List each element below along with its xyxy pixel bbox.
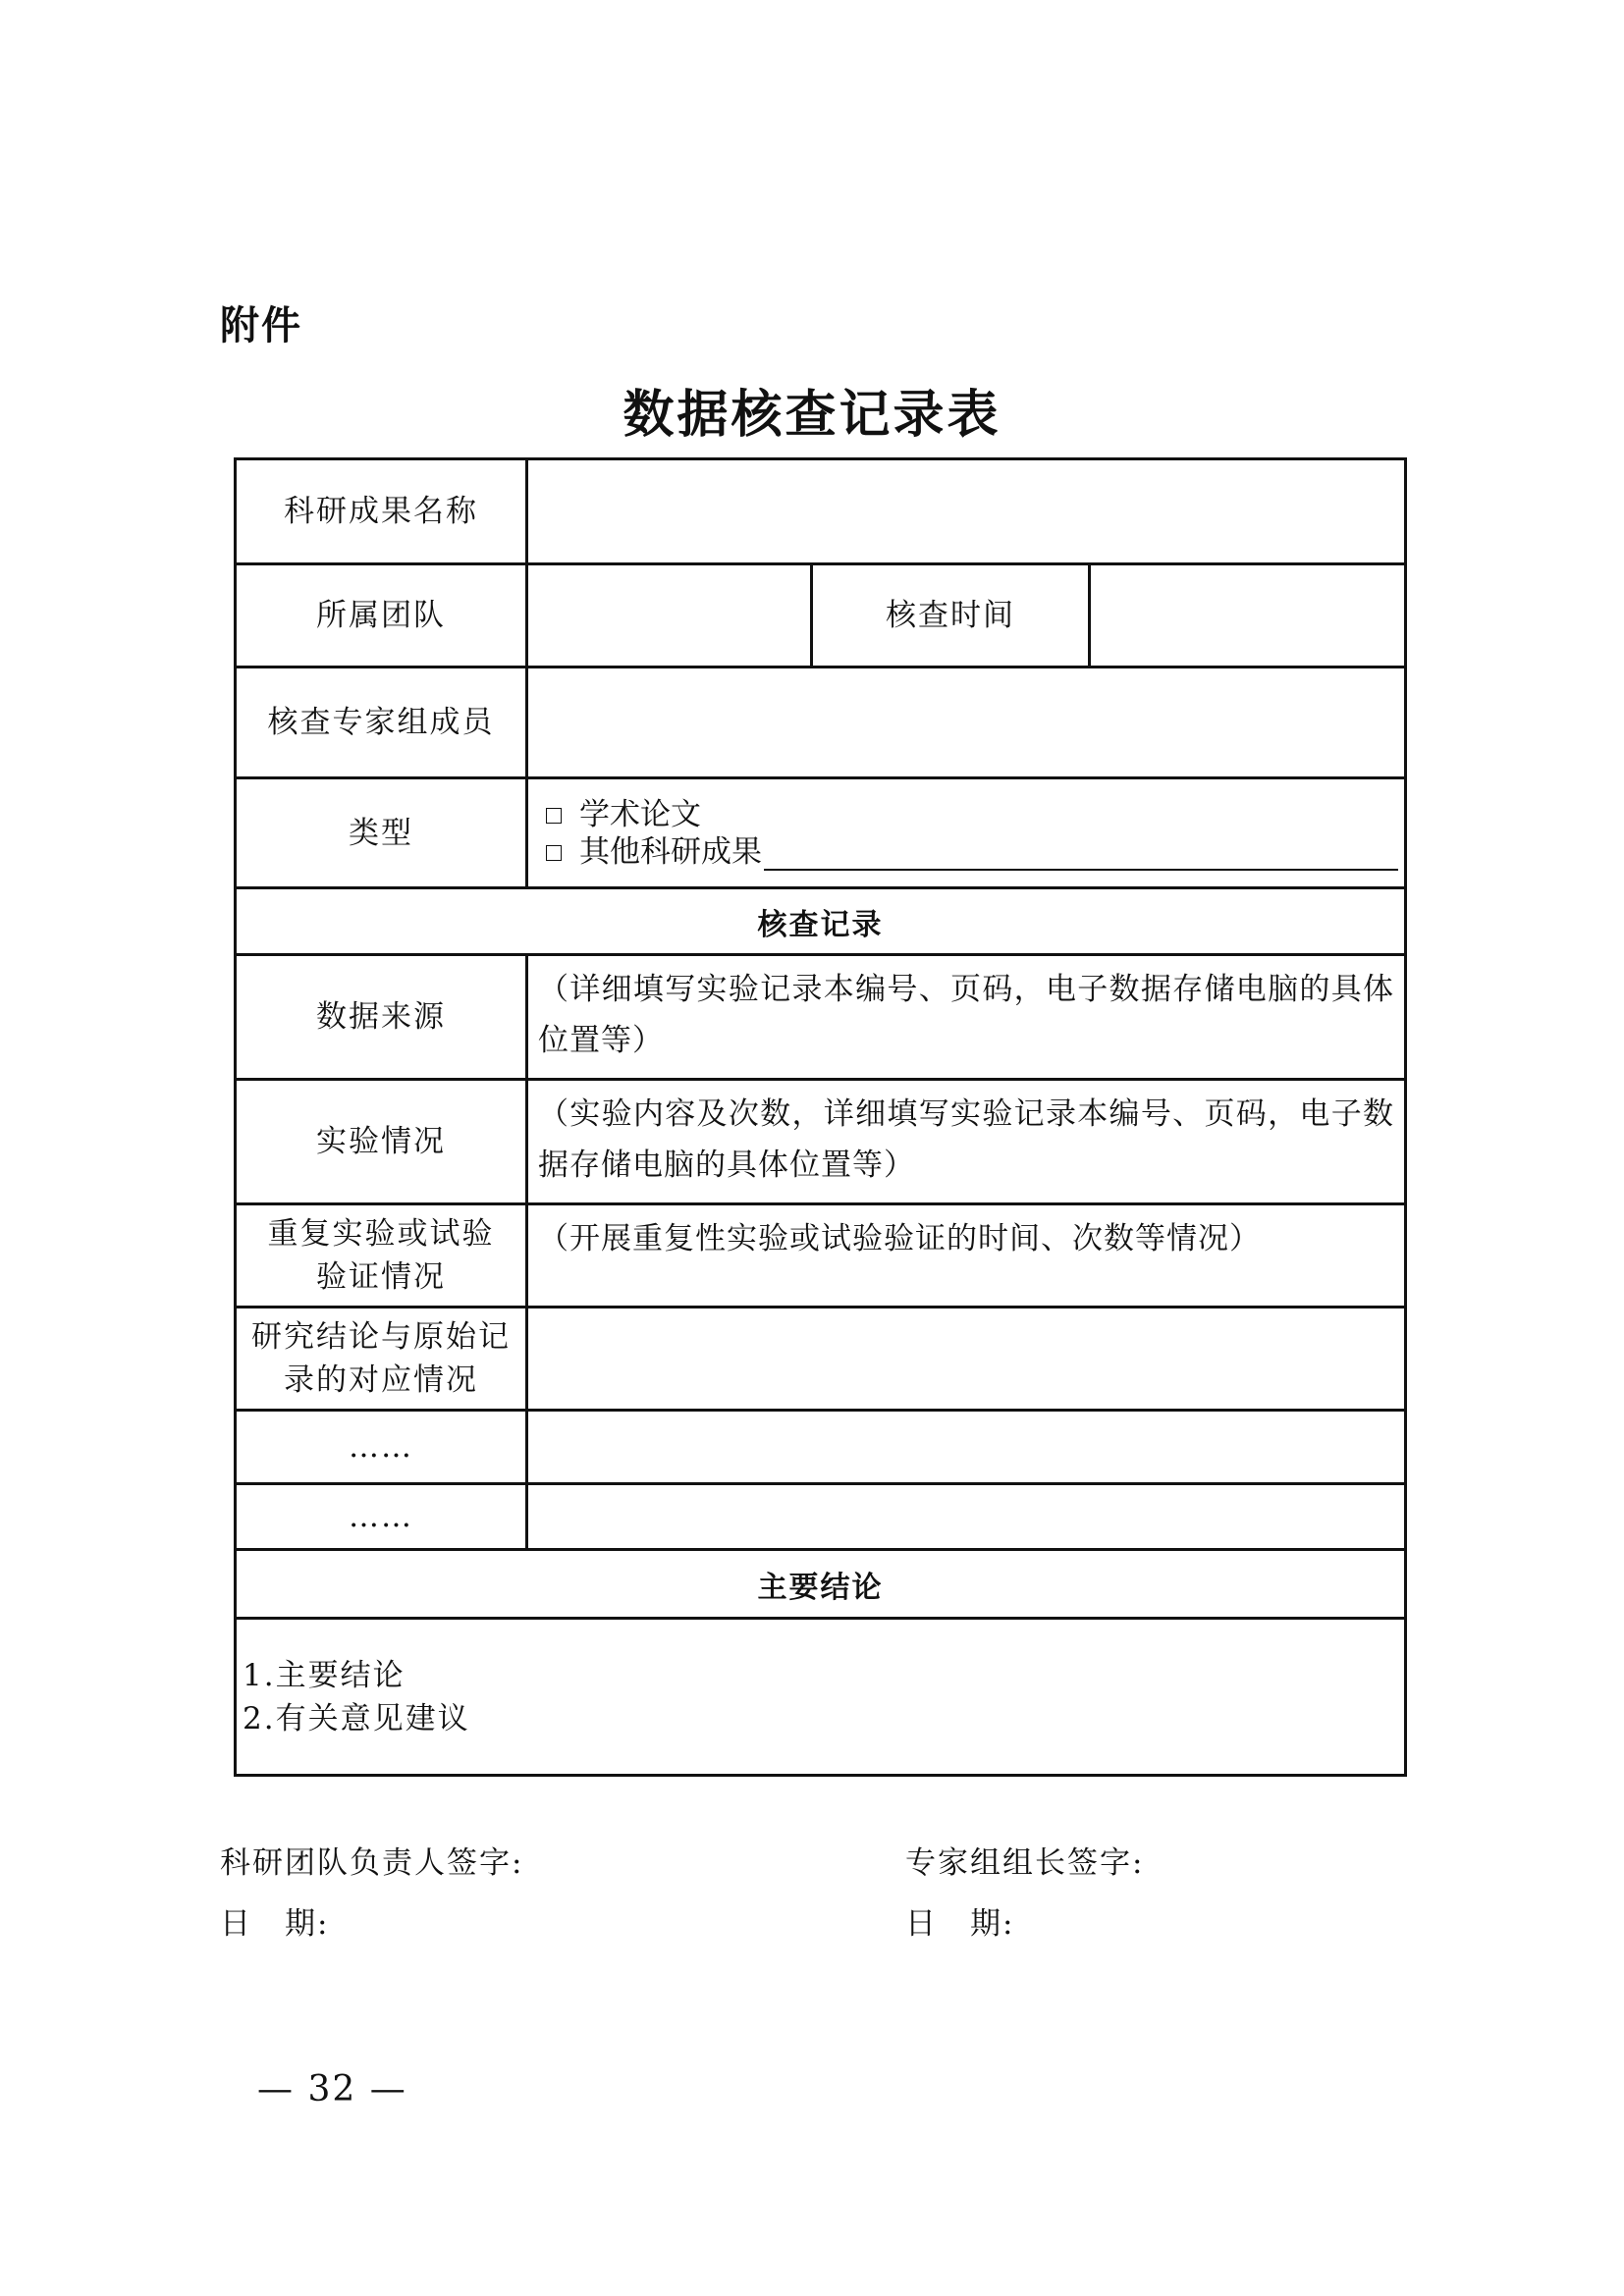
experiment-field[interactable]: （实验内容及次数，详细填写实验记录本编号、页码，电子数据存储电脑的具体位置等） <box>527 1080 1406 1204</box>
check-time-label: 核查时间 <box>812 564 1090 667</box>
checkbox-icon[interactable] <box>546 808 562 824</box>
row-expert-members <box>236 667 1406 778</box>
label-line: 重复实验或试验 <box>267 1216 495 1252</box>
ellipsis-label: …… <box>236 1484 527 1550</box>
row-section-check-record <box>236 888 1406 955</box>
result-name-field[interactable] <box>527 459 1406 564</box>
type-option-label: 学术论文 <box>579 796 701 832</box>
section-header-check-record: 核查记录 <box>236 888 1406 955</box>
expert-date-label: 日 期: <box>905 1906 1015 1942</box>
type-option-label: 其他科研成果 <box>579 833 762 870</box>
team-label: 所属团队 <box>236 564 527 667</box>
annex-label: 附件 <box>220 303 302 348</box>
row-team <box>236 564 1406 667</box>
checkbox-icon[interactable] <box>546 845 562 861</box>
team-date-label: 日 期: <box>220 1906 330 1942</box>
row-extra-2 <box>236 1484 1406 1550</box>
expert-leader-signature-label: 专家组组长签字: <box>905 1845 1145 1881</box>
expert-members-field[interactable] <box>527 667 1406 778</box>
team-leader-signature-label: 科研团队负责人签字: <box>220 1845 524 1881</box>
type-label: 类型 <box>236 778 527 888</box>
row-result-name <box>236 459 1406 564</box>
page-number: — 32 — <box>257 2069 407 2109</box>
extra-field-2[interactable] <box>527 1484 1406 1550</box>
label-line: 验证情况 <box>316 1259 446 1295</box>
row-conclusion <box>236 1619 1406 1776</box>
conclusion-item: 2.有关意见建议 <box>243 1700 470 1736</box>
experiment-label: 实验情况 <box>236 1080 527 1204</box>
row-conclusion-match <box>236 1308 1406 1411</box>
conclusion-field[interactable] <box>236 1619 1406 1776</box>
data-check-form-table <box>234 457 1407 1777</box>
conclusion-match-field[interactable] <box>527 1308 1406 1411</box>
data-source-field[interactable]: （详细填写实验记录本编号、页码，电子数据存储电脑的具体位置等） <box>527 955 1406 1080</box>
repeat-verification-field[interactable]: （开展重复性实验或试验验证的时间、次数等情况） <box>527 1204 1406 1308</box>
row-type <box>236 778 1406 888</box>
row-data-source <box>236 955 1406 1080</box>
data-source-label: 数据来源 <box>236 955 527 1080</box>
section-header-main-conclusion: 主要结论 <box>236 1550 1406 1619</box>
type-option-other[interactable] <box>528 833 1404 871</box>
row-experiment <box>236 1080 1406 1204</box>
conclusion-item: 1.主要结论 <box>243 1657 406 1693</box>
conclusion-match-label <box>236 1308 527 1411</box>
type-options <box>527 778 1406 888</box>
ellipsis-label: …… <box>236 1411 527 1484</box>
other-result-fill-line[interactable] <box>764 839 1398 871</box>
extra-field-1[interactable] <box>527 1411 1406 1484</box>
row-section-main-conclusion <box>236 1550 1406 1619</box>
label-line: 研究结论与原始记 <box>251 1319 511 1355</box>
check-time-field[interactable] <box>1090 564 1406 667</box>
page-title: 数据核查记录表 <box>623 386 1001 445</box>
team-field[interactable] <box>527 564 812 667</box>
expert-members-label: 核查专家组成员 <box>236 667 527 778</box>
label-line: 录的对应情况 <box>284 1362 478 1398</box>
result-name-label: 科研成果名称 <box>236 459 527 564</box>
row-extra-1 <box>236 1411 1406 1484</box>
repeat-verification-label <box>236 1204 527 1308</box>
row-repeat-verification <box>236 1204 1406 1308</box>
